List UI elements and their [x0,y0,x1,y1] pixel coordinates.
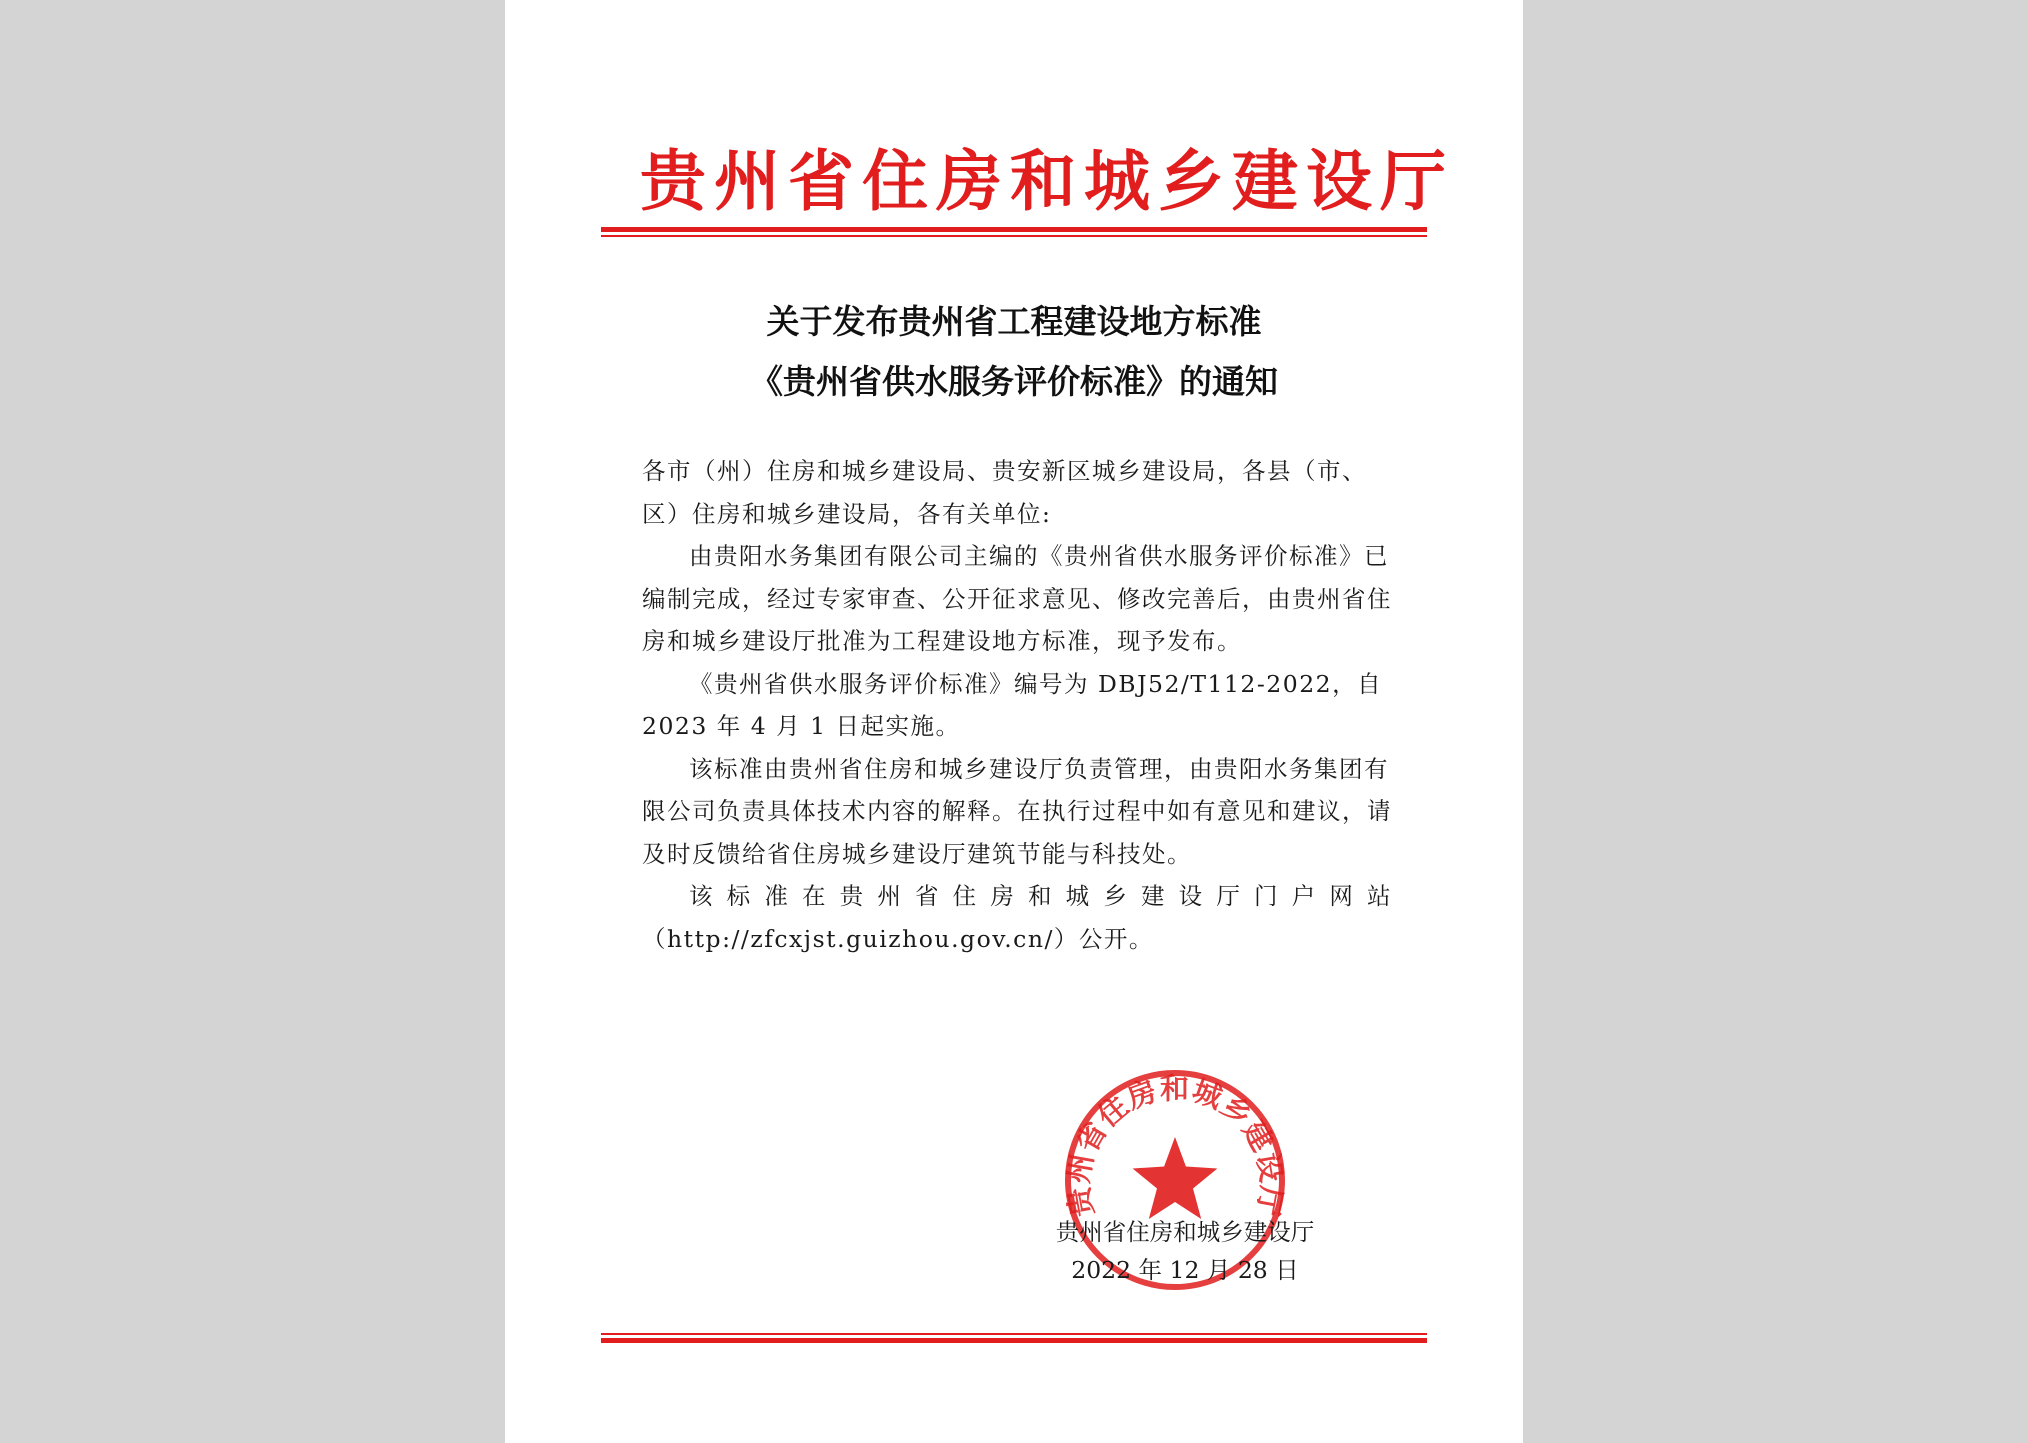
letterhead-org-name: 贵州省住房和城乡建设厅 [640,142,1454,220]
addressee-line-1: 各市（州）住房和城乡建设局、贵安新区城乡建设局，各县（市、 [642,457,1367,485]
seal-arc-text: 贵州省住房和城乡建设厅 [1061,1071,1289,1220]
document-title-line-1: 关于发布贵州省工程建设地方标准 [766,302,1262,341]
paragraph-management: 该标准由贵州省住房和城乡建设厅负责管理，由贵阳水务集团有限公司负责具体技术内容的解释。在执行过程中如有意见和建议，请及时反馈给省住房城乡建设厅建筑节能与科技处。 [642,754,1392,868]
paragraph-standard-number: 《贵州省供水服务评价标准》编号为 DBJ52/T112-2022，自2023 年 4 月 1 日起实施。 [642,669,1383,740]
addressee-line-2: 区）住房和城乡建设局，各有关单位: [642,499,1052,528]
paragraph-website-line-1: 该标准在贵州省住房和城乡建设厅门户网站 [689,882,1392,910]
paragraph-website-line-2: （http://zfcxjst.guizhou.gov.cn/）公开。 [642,924,1154,953]
letterhead-rule-thin [601,235,1427,237]
footer-rule-thick [601,1338,1427,1343]
document-body [642,450,1392,960]
document-title [601,292,1427,412]
seal-star-icon [1133,1137,1218,1219]
paragraph-approval: 由贵阳水务集团有限公司主编的《贵州省供水服务评价标准》已编制完成，经过专家审查、公开征求意见、修改完善后，由贵州省住房和城乡建设厅批准为工程建设地方标准，现予发布。 [642,542,1392,655]
signature-date: 2022 年 12 月 28 日 [1071,1256,1299,1284]
letterhead-rule-thick [601,227,1427,232]
signature-block [1025,1213,1345,1289]
document-title-line-2: 《贵州省供水服务评价标准》的通知 [750,362,1278,401]
footer-rule-thin [601,1333,1427,1335]
document-page [505,0,1523,1443]
signature-org: 贵州省住房和城乡建设厅 [1055,1218,1315,1246]
